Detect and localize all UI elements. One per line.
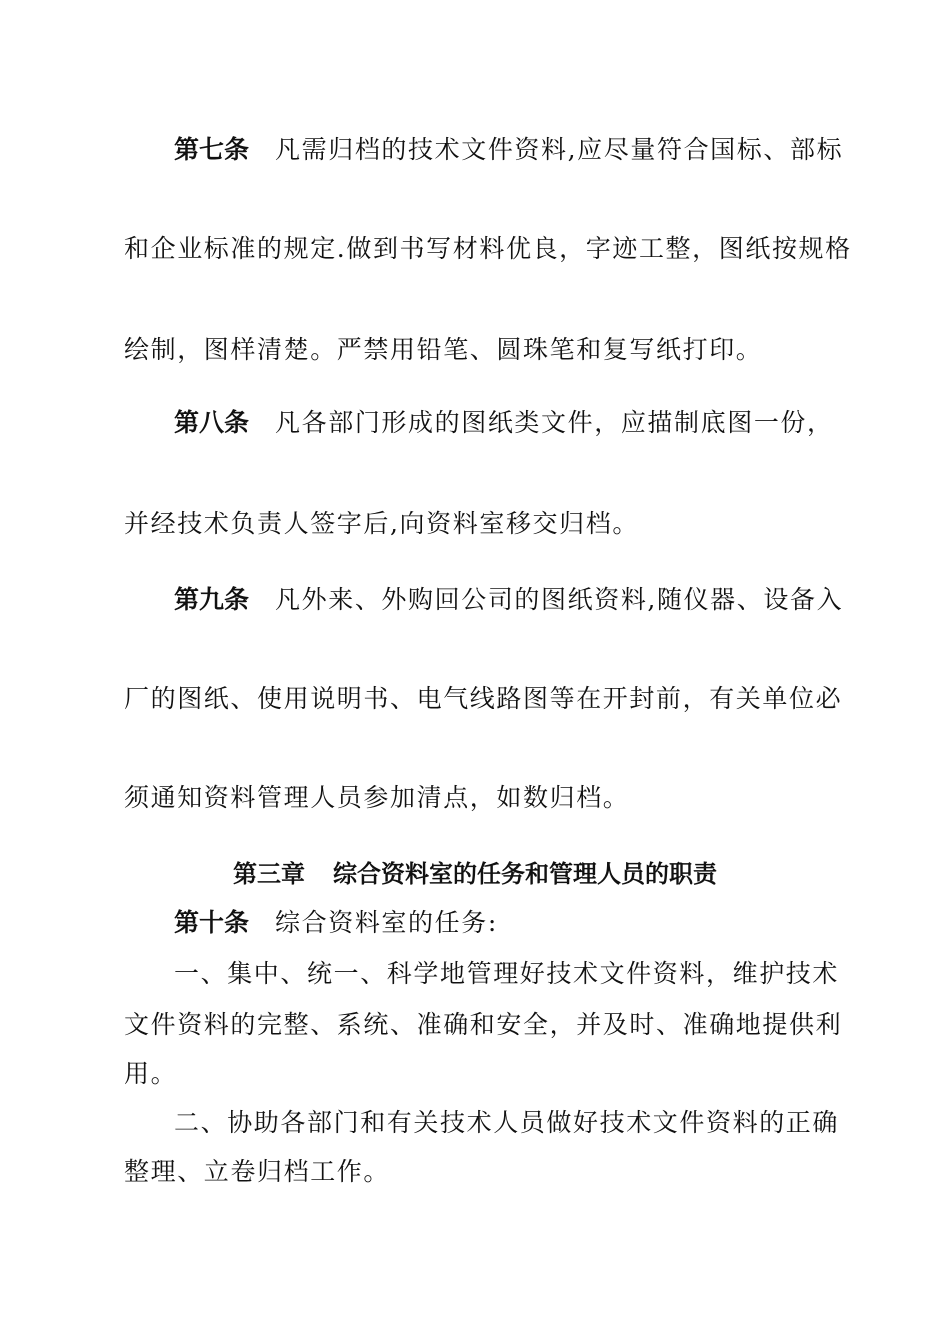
article-10-item-1-line-1: 一、集中、统一、科学地管理好技术文件资料，维护技术 [174,959,840,988]
article-9-text-1: 凡外来、外购回公司的图纸资料,随仪器、设备入 [275,585,844,614]
article-10-item-2-line-1: 二、协助各部门和有关技术人员做好技术文件资料的正确 [174,1108,840,1137]
article-10-item-2-line-2: 整理、立卷归档工作。 [124,1157,391,1186]
chapter-number: 第三章 [233,860,305,888]
article-9-line-1 [174,583,844,617]
chapter-title: 综合资料室的任务和管理人员的职责 [333,860,717,888]
article-7-line-1 [174,133,844,167]
article-9-line-2: 厂的图纸、使用说明书、电气线路图等在开封前，有关单位必 [124,684,843,713]
article-8-line-2: 并经技术负责人签字后,向资料室移交归档。 [124,509,639,538]
article-9-line-3: 须通知资料管理人员参加清点，如数归档。 [124,783,630,812]
article-10-intro: 综合资料室的任务: [275,908,498,937]
article-7-label: 第七条 [174,135,250,164]
article-8-text-1: 凡各部门形成的图纸类文件，应描制底图一份， [275,408,834,437]
article-10-label: 第十条 [174,908,250,937]
article-10-line-1 [174,906,834,940]
article-8-line-1 [174,406,834,440]
chapter-heading [0,858,950,890]
article-8-label: 第八条 [174,408,250,437]
article-7-text-1: 凡需归档的技术文件资料,应尽量符合国标、部标 [275,135,844,164]
article-7-line-2: 和企业标准的规定.做到书写材料优良，字迹工整，图纸按规格 [124,234,852,263]
article-10-item-1-line-2: 文件资料的完整、系统、准确和安全，并及时、准确地提供利 [124,1010,843,1039]
article-9-label: 第九条 [174,585,250,614]
article-7-line-3: 绘制，图样清楚。严禁用铅笔、圆珠笔和复写纸打印。 [124,335,763,364]
article-10-item-1-line-3: 用。 [124,1059,178,1088]
